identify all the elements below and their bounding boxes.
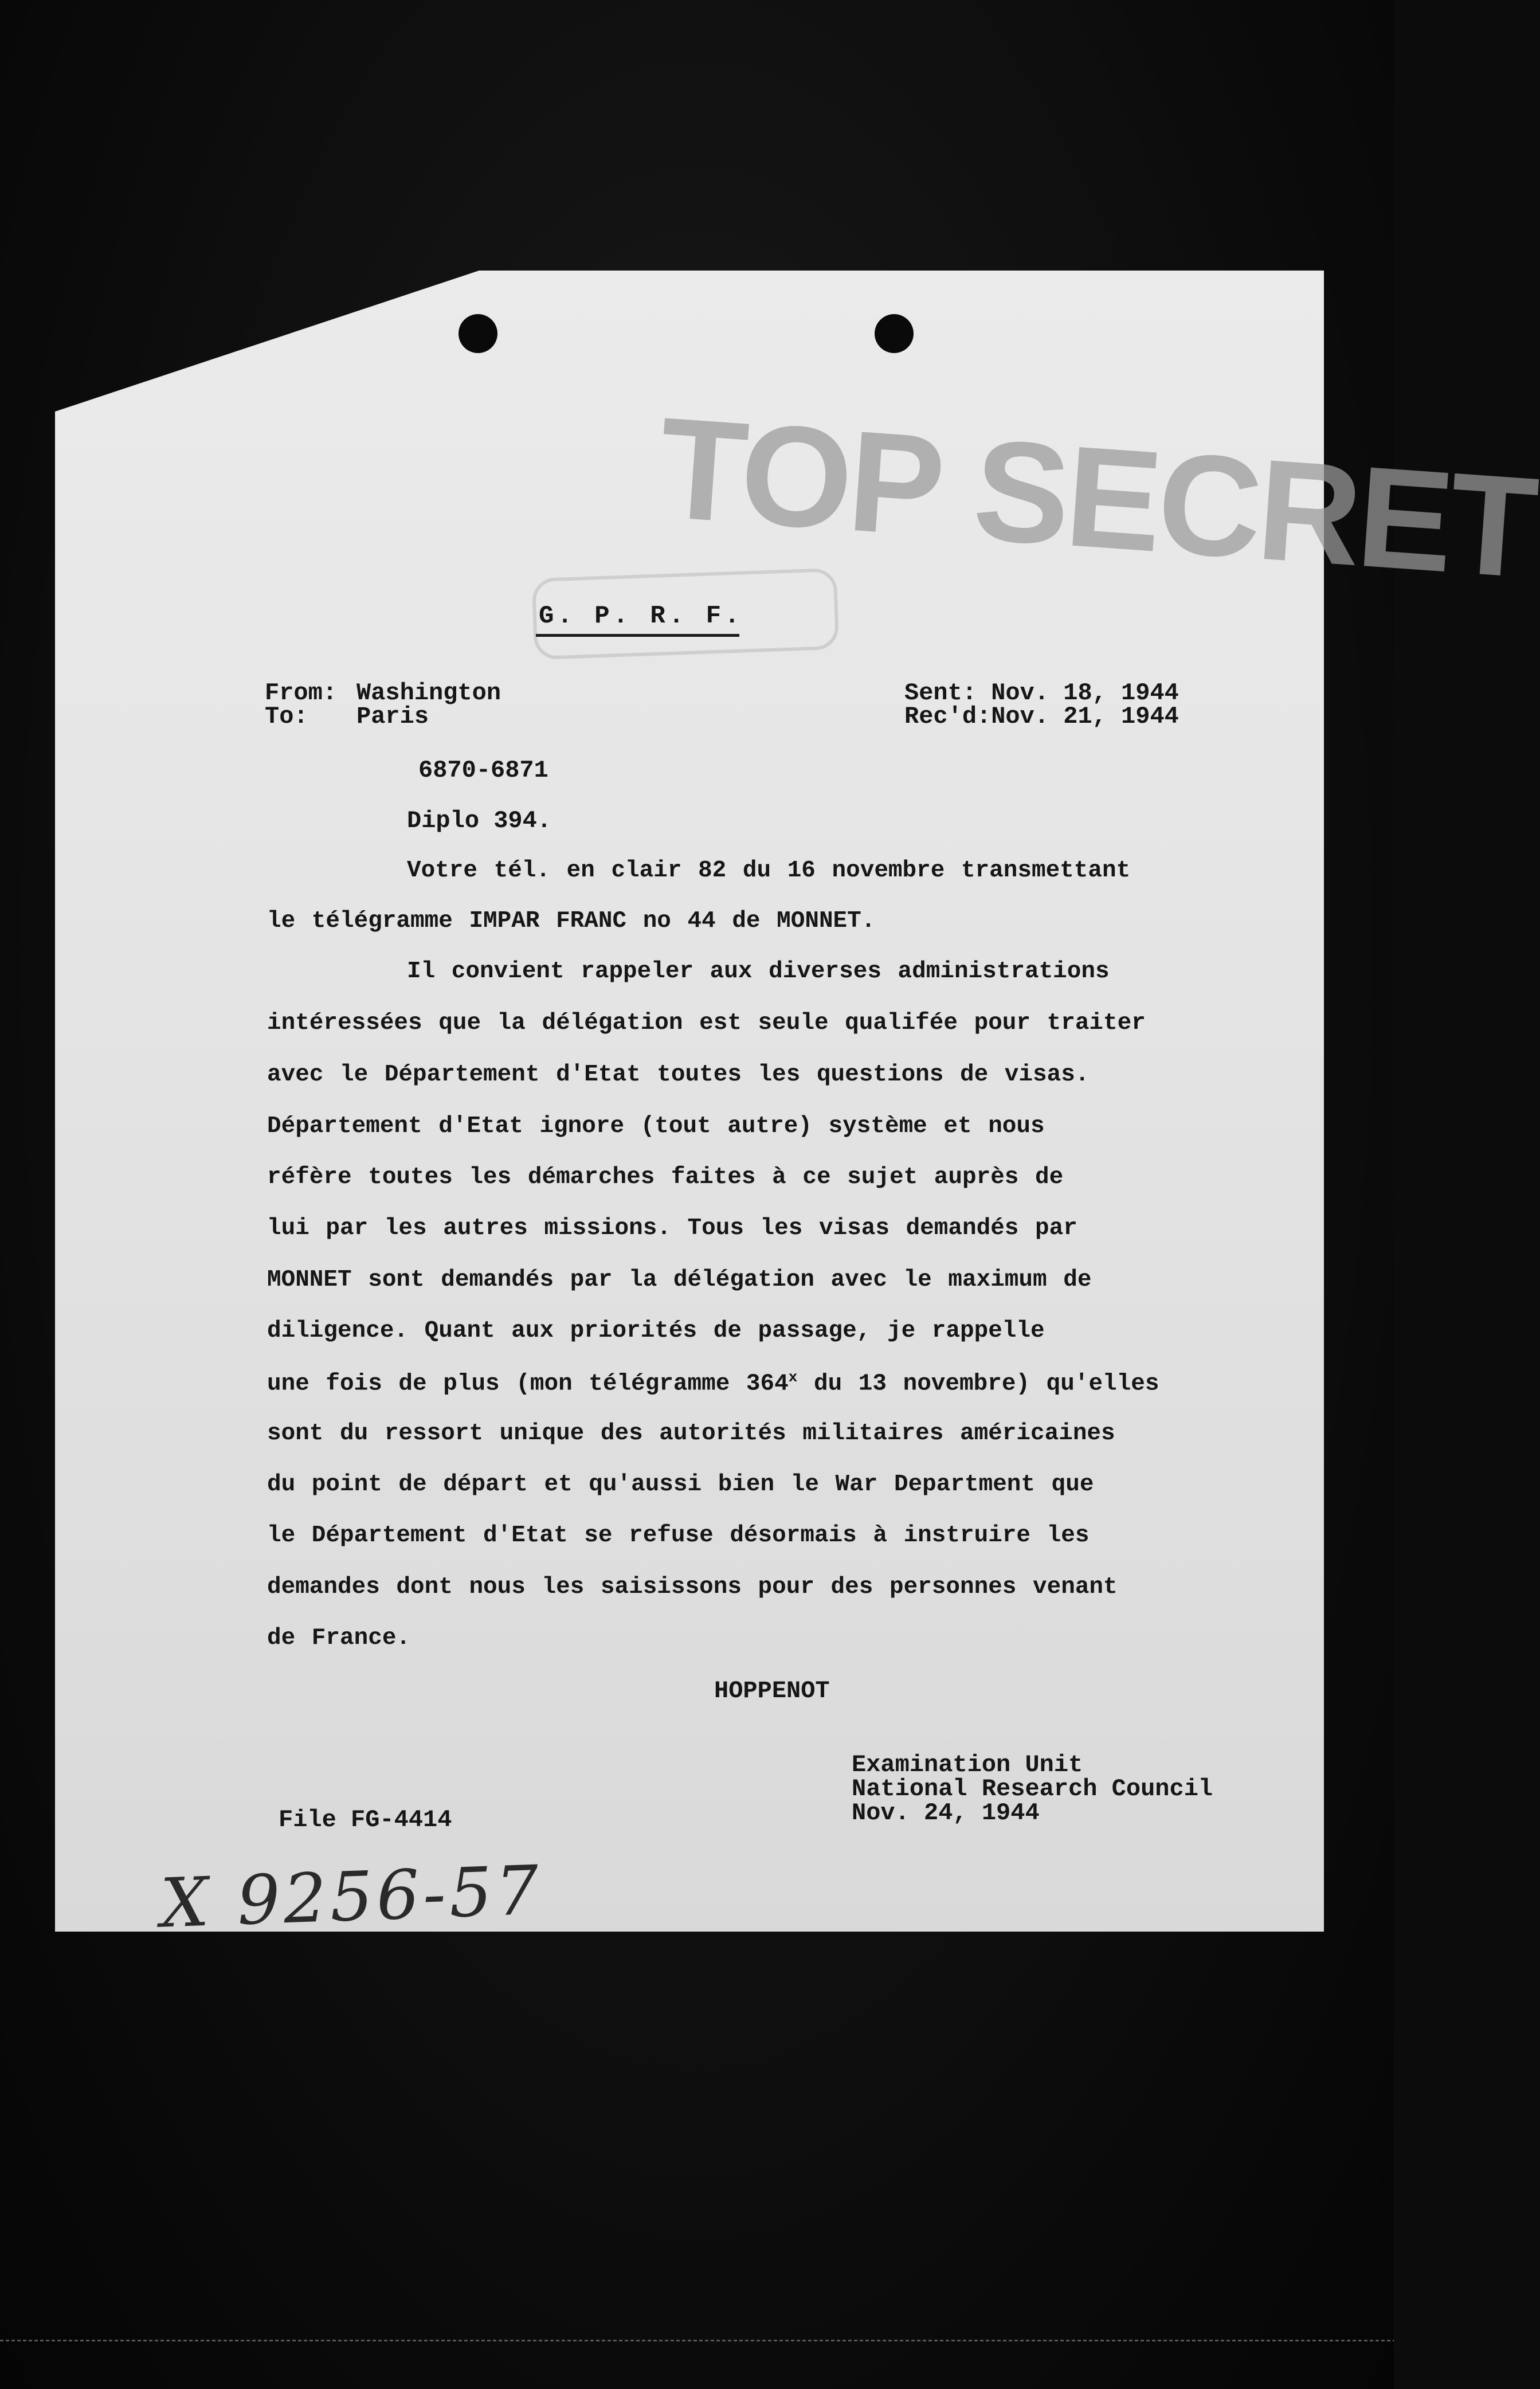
punch-hole-left	[459, 314, 497, 353]
header-underline	[536, 634, 739, 637]
examination-unit: Examination Unit	[852, 1751, 1083, 1779]
handwritten-annotation: X 9256-57	[159, 1850, 544, 1943]
reference-number: 6870-6871	[418, 757, 548, 784]
punch-hole-right	[875, 314, 914, 353]
signature: HOPPENOT	[714, 1677, 830, 1705]
examination-date: Nov. 24, 1944	[852, 1799, 1040, 1827]
body-line-1: Votre tél. en clair 82 du 16 novembre transmettant	[407, 857, 1131, 884]
body-line-7: réfère toutes les démarches faites à ce sujet auprès de	[267, 1164, 1064, 1190]
received-date: Rec'd:Nov. 21, 1944	[904, 703, 1179, 730]
body-line-11	[267, 1369, 1159, 1397]
body-line-3: Il convient rappeler aux diverses administrations	[407, 958, 1110, 985]
from-value: Washington	[356, 679, 501, 707]
body-line-8: lui par les autres missions. Tous les visas demandés par	[267, 1215, 1077, 1242]
body-line-5: avec le Département d'Etat toutes les questions de visas.	[267, 1062, 1090, 1088]
body-line-10: diligence. Quant aux priorités de passage, je rappelle	[267, 1318, 1045, 1344]
body-line-16: de France.	[267, 1625, 411, 1651]
to-value: Paris	[356, 703, 429, 730]
to-label: To:	[265, 703, 308, 730]
diplo-number: Diplo 394.	[407, 807, 552, 835]
research-council: National Research Council	[852, 1775, 1213, 1803]
sent-date: Sent: Nov. 18, 1944	[904, 679, 1179, 707]
scan-edge-line	[0, 2340, 1394, 2341]
body-line-12: sont du ressort unique des autorités militaires américaines	[267, 1420, 1115, 1447]
body-line-2: le télégramme IMPAR FRANC no 44 de MONNET.	[267, 908, 876, 934]
body-line-14: le Département d'Etat se refuse désormais à instruire les	[267, 1522, 1090, 1549]
top-secret-stamp: TOP SECRET	[654, 387, 1539, 608]
body-line-11-start: une fois de plus (mon télégramme 364	[267, 1370, 789, 1397]
body-line-9: MONNET sont demandés par la délégation avec le maximum de	[267, 1267, 1092, 1293]
superscript-mark: x	[788, 1369, 798, 1386]
body-line-4: intéressées que la délégation est seule qualifée pour traiter	[267, 1010, 1146, 1036]
from-label: From:	[265, 679, 338, 707]
header-title: G. P. R. F.	[539, 602, 743, 630]
body-line-13: du point de départ et qu'aussi bien le War Department que	[267, 1471, 1094, 1498]
body-line-6: Département d'Etat ignore (tout autre) système et nous	[267, 1113, 1045, 1139]
file-number: File FG-4414	[279, 1806, 452, 1834]
body-line-15: demandes dont nous les saisissons pour des personnes venant	[267, 1574, 1118, 1600]
body-line-11-end: du 13 novembre) qu'elles	[797, 1370, 1159, 1397]
